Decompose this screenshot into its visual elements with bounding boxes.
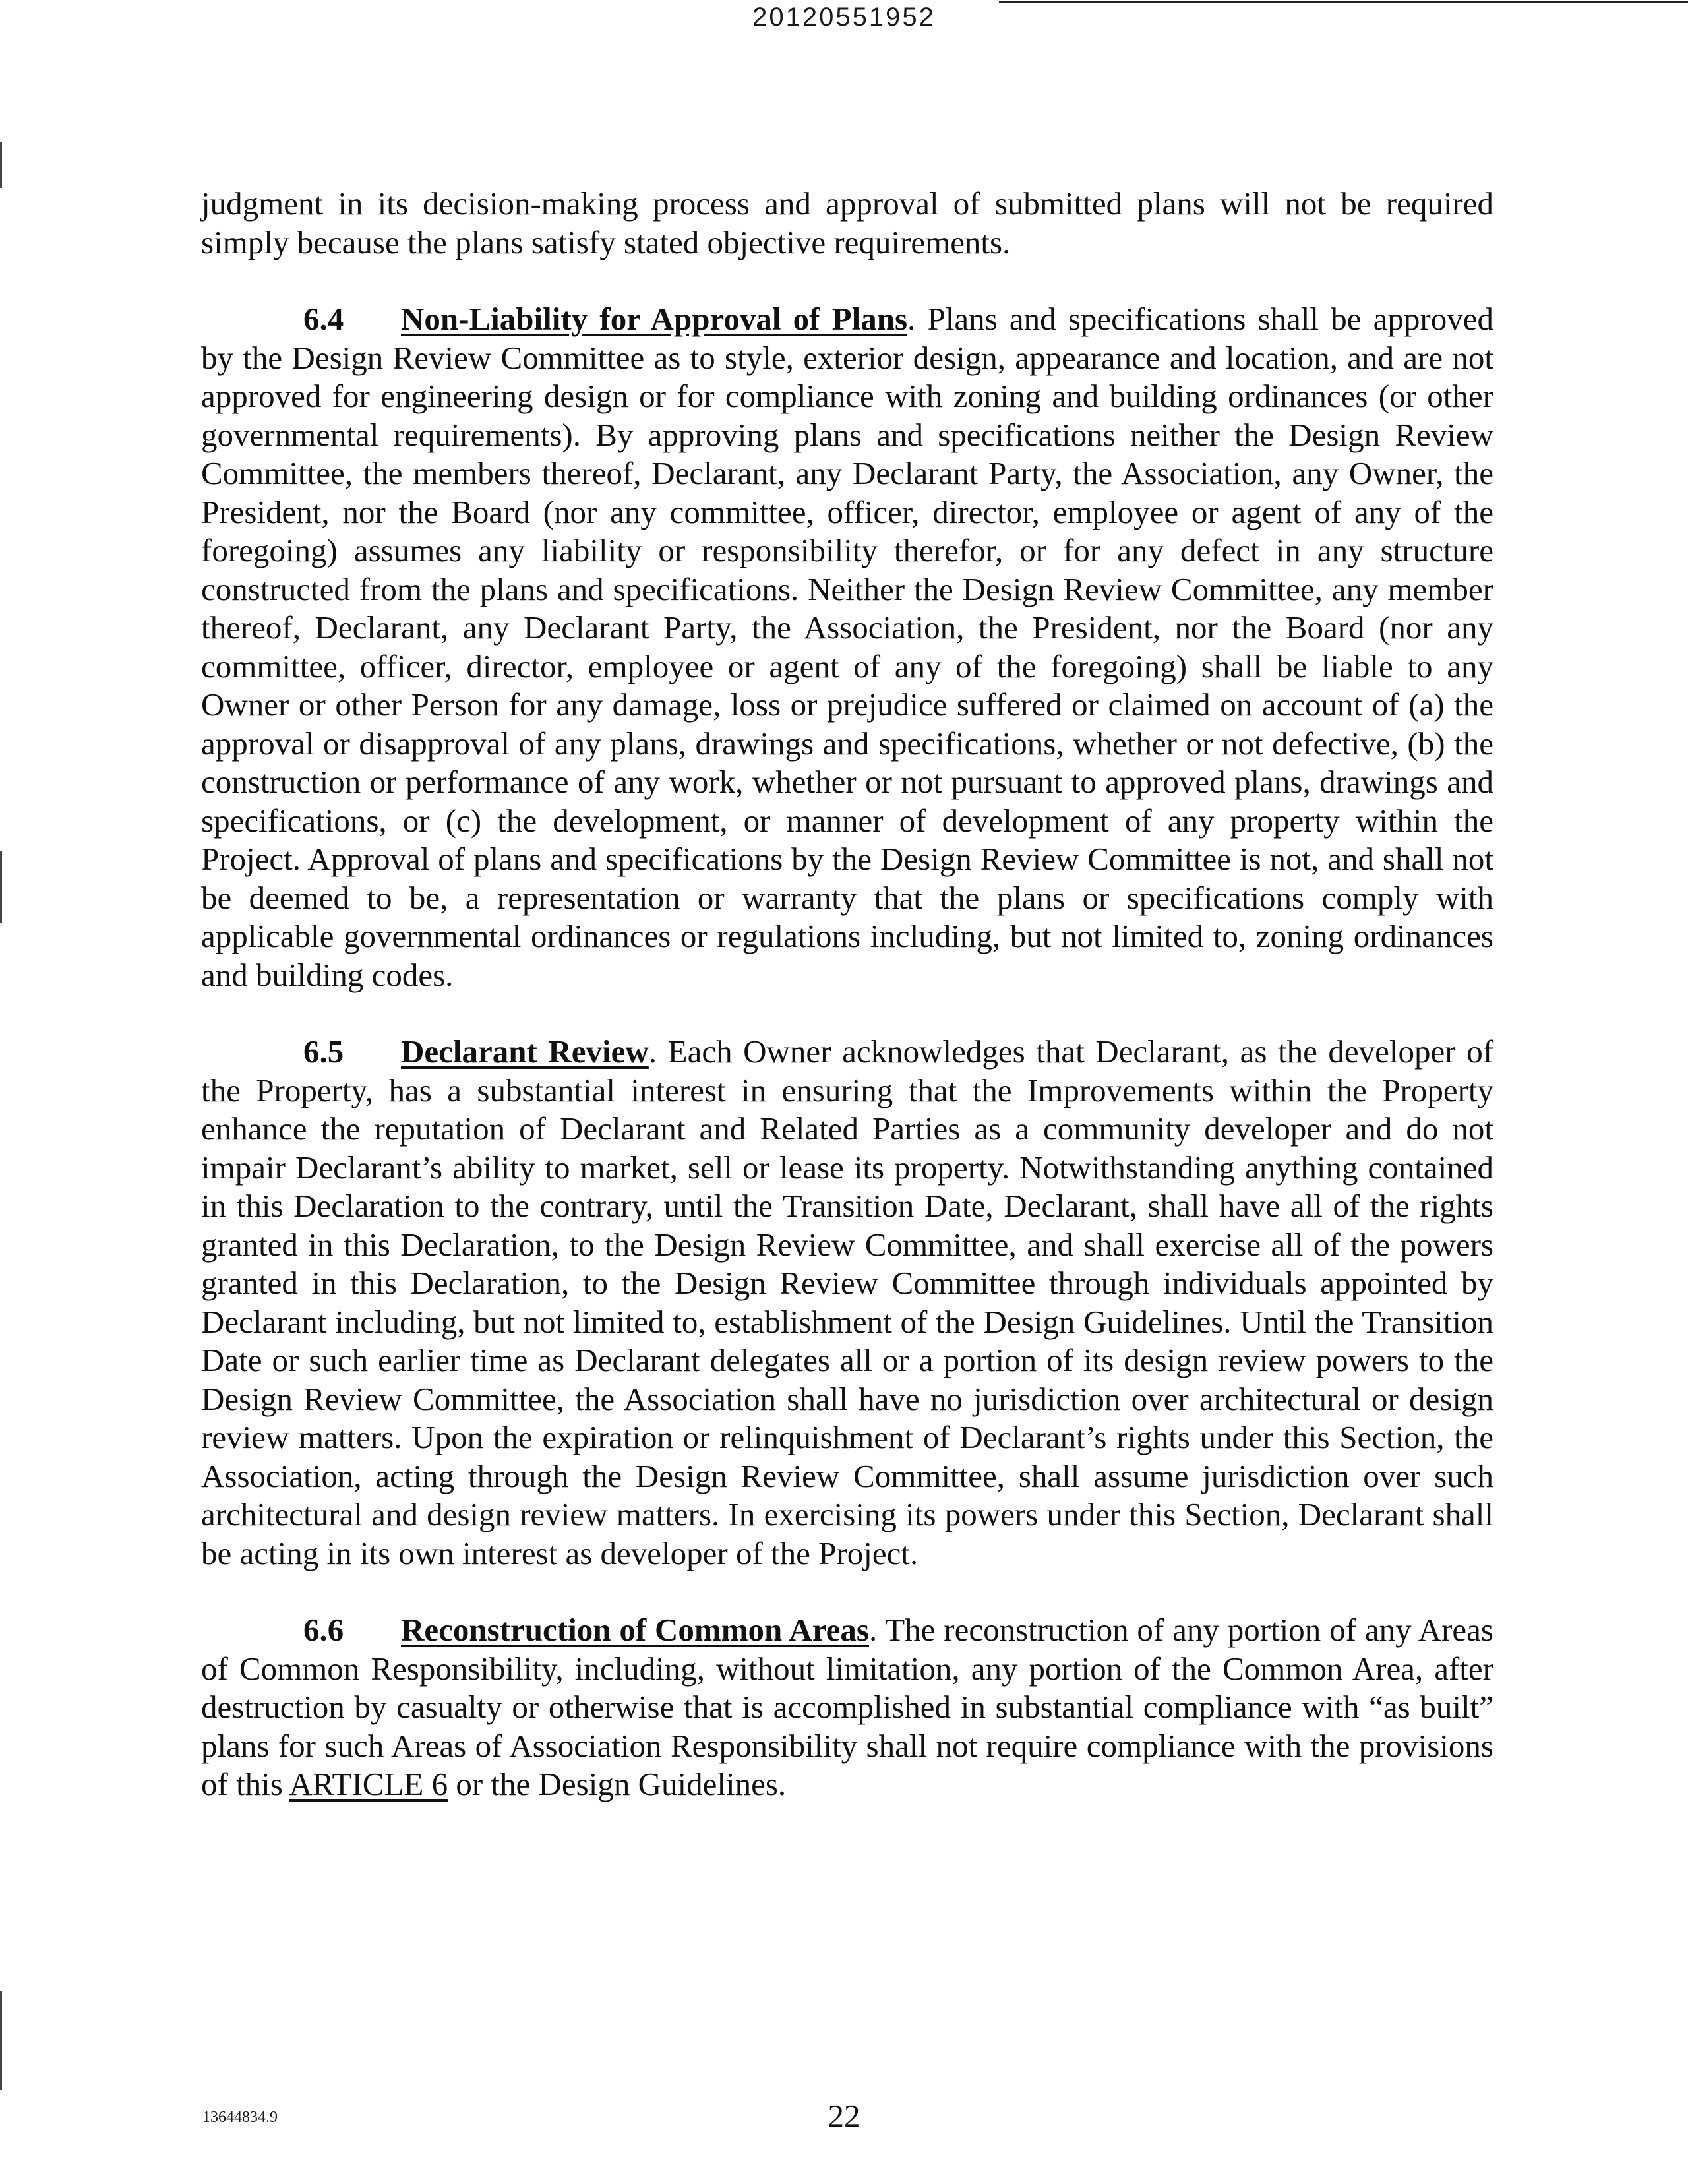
section-text: Each Owner acknowledges that Declarant, as the developer of the Property, has a substantial interest in ensuring that the Improvements within the Property enhance the reputation of Declarant and Related Parties as a community developer and do not impair Declarant’s ability to market, sell or lease its property. Notwithstanding anything contained in this Declaration to the contrary, until the Transition Date, Declarant, shall have all of the rights granted in this Declaration, to the Design Review Committee, and shall exercise all of the powers granted in this Declaration, to the Design Review Committee through individuals appointed by Declarant including, but not limited to, establishment of the Design Guidelines. Until the Transition Date or such earlier time as Declarant delegates all or a portion of its design review powers to the Design Review Committee, the Association shall have no jurisdiction over architectural or design review matters. Upon the expiration or relinquishment of Declarant’s rights under this Section, the Association, acting through the Design Review Committee, shall assume jurisdiction over such architectural and design review matters. In exercising its powers under this Section, Declarant shall be acting in its own interest as developer of the Project. [201, 1033, 1494, 1571]
section-title: Declarant Review [401, 1033, 649, 1070]
page-number: 22 [828, 2098, 860, 2134]
paragraph-text: judgment in its decision-making process and approval of submitted plans will not be required simply because the plans satisfy stated objective requirements. [201, 185, 1493, 260]
recording-number: 20120551952 [752, 3, 936, 32]
body-text [201, 185, 1493, 1842]
section-number: 6.6 [303, 1612, 344, 1648]
section-title: Reconstruction of Common Areas [401, 1612, 869, 1648]
section-text: The reconstruction of any portion of any Areas of Common Responsibility, including, without limitation, any portion of the Common Area, after destruction by casualty or otherwise that is accomplished in substantial compliance with “as built” plans for such Areas of Association Responsibility shall not require compliance with the provisions of this [201, 1612, 1493, 1802]
section-number: 6.4 [303, 301, 344, 337]
scan-edge-mark [0, 851, 2, 923]
scan-edge-mark [0, 142, 2, 188]
section-text: Plans and specifications shall be approved by the Design Review Committee as to style, exterior design, appearance and location, and are not approved for engineering design or for compliance with zoning and building ordinances (or other governmental requirements). By approving plans and specifications neither the Design Review Committee, the members thereof, Declarant, any Declarant Party, the Association, any Owner, the President, nor the Board (nor any committee, officer, director, employee or agent of any of the foregoing) assumes any liability or responsibility therefor, or for any defect in any structure constructed from the plans and specifications. Neither the Design Review Committee, any member thereof, Declarant, any Declarant Party, the Association, the President, nor the Board (nor any committee, officer, director, employee or agent of any of the foregoing) shall be liable to any Owner or other Person for any damage, loss or prejudice suffered or claimed on account of (a) the approval or disapproval of any plans, drawings and specifications, whether or not defective, (b) the construction or performance of any work, whether or not pursuant to approved plans, drawings and specifications, or (c) the development, or manner of development of any property within the Project. Approval of plans and specifications by the Design Review Committee is not, and shall not be deemed to be, a representation or warranty that the plans or specifications comply with applicable governmental ordinances or regulations including, but not limited to, zoning ordinances and building codes. [201, 301, 1493, 993]
section-6-4: 6.4 Non-Liability for Approval of Plans. Plans and specifications shall be approved by the Design Review Committee as to style, exterior design, appearance and location, and are not approved for engineering design or for compliance with zoning and building ordinances (or other governmental requirements). By approving plans and specifications neither the Design Review Committee, the members thereof, Declarant, any Declarant Party, the Association, any Owner, the President, nor the Board (nor any committee, officer, director, employee or agent of any of the foregoing) assumes any liability or responsibility therefor, or for any defect in any structure constructed from the plans and specifications. Neither the Design Review Committee, any member thereof, Declarant, any Declarant Party, the Association, the President, nor the Board (nor any committee, officer, director, employee or agent of any of the foregoing) shall be liable to any Owner or other Person for any damage, loss or prejudice suffered or claimed on account of (a) the approval or disapproval of any plans, drawings and specifications, whether or not defective, (b) the construction or performance of any work, whether or not pursuant to approved plans, drawings and specifications, or (c) the development, or manner of development of any property within the Project. Approval of plans and specifications by the Design Review Committee is not, and shall not be deemed to be, a representation or warranty that the plans or specifications comply with applicable governmental ordinances or regulations including, but not limited to, zoning ordinances and building codes. [201, 301, 1493, 993]
article-reference: ARTICLE 6 [289, 1766, 448, 1802]
section-6-5: 6.5 Declarant Review. Each Owner acknowledges that Declarant, as the developer of the Property, has a substantial interest in ensuring that the Improvements within the Property enhance the reputation of Declarant and Related Parties as a community developer and do not impair Declarant’s ability to market, sell or lease its property. Notwithstanding anything contained in this Declaration to the contrary, until the Transition Date, Declarant, shall have all of the rights granted in this Declaration, to the Design Review Committee, and shall exercise all of the powers granted in this Declaration, to the Design Review Committee through individuals appointed by Declarant including, but not limited to, establishment of the Design Guidelines. Until the Transition Date or such earlier time as Declarant delegates all or a portion of its design review powers to the Design Review Committee, the Association shall have no jurisdiction over architectural or design review matters. Upon the expiration or relinquishment of Declarant’s rights under this Section, the Association, acting through the Design Review Committee, shall assume jurisdiction over such architectural and design review matters. In exercising its powers under this Section, Declarant shall be acting in its own interest as developer of the Project. [201, 1033, 1494, 1571]
document-code: 13644834.9 [202, 2109, 278, 2126]
section-number: 6.5 [303, 1033, 344, 1070]
section-text-end: or the Design Guidelines. [456, 1766, 787, 1802]
paragraph-continuation [201, 185, 1493, 262]
section-title: Non-Liability for Approval of Plans [401, 301, 908, 337]
scan-edge-mark [0, 1991, 2, 2090]
section-6-6: 6.6 Reconstruction of Common Areas. The reconstruction of any portion of any Areas of Common Responsibility, including, without limitation, any portion of the Common Area, after destruction by casualty or otherwise that is accomplished in substantial compliance with “as built” plans for such Areas of Association Responsibility shall not require compliance with the provisions of this ARTICLE 6 or the Design Guidelines. [201, 1612, 1493, 1802]
